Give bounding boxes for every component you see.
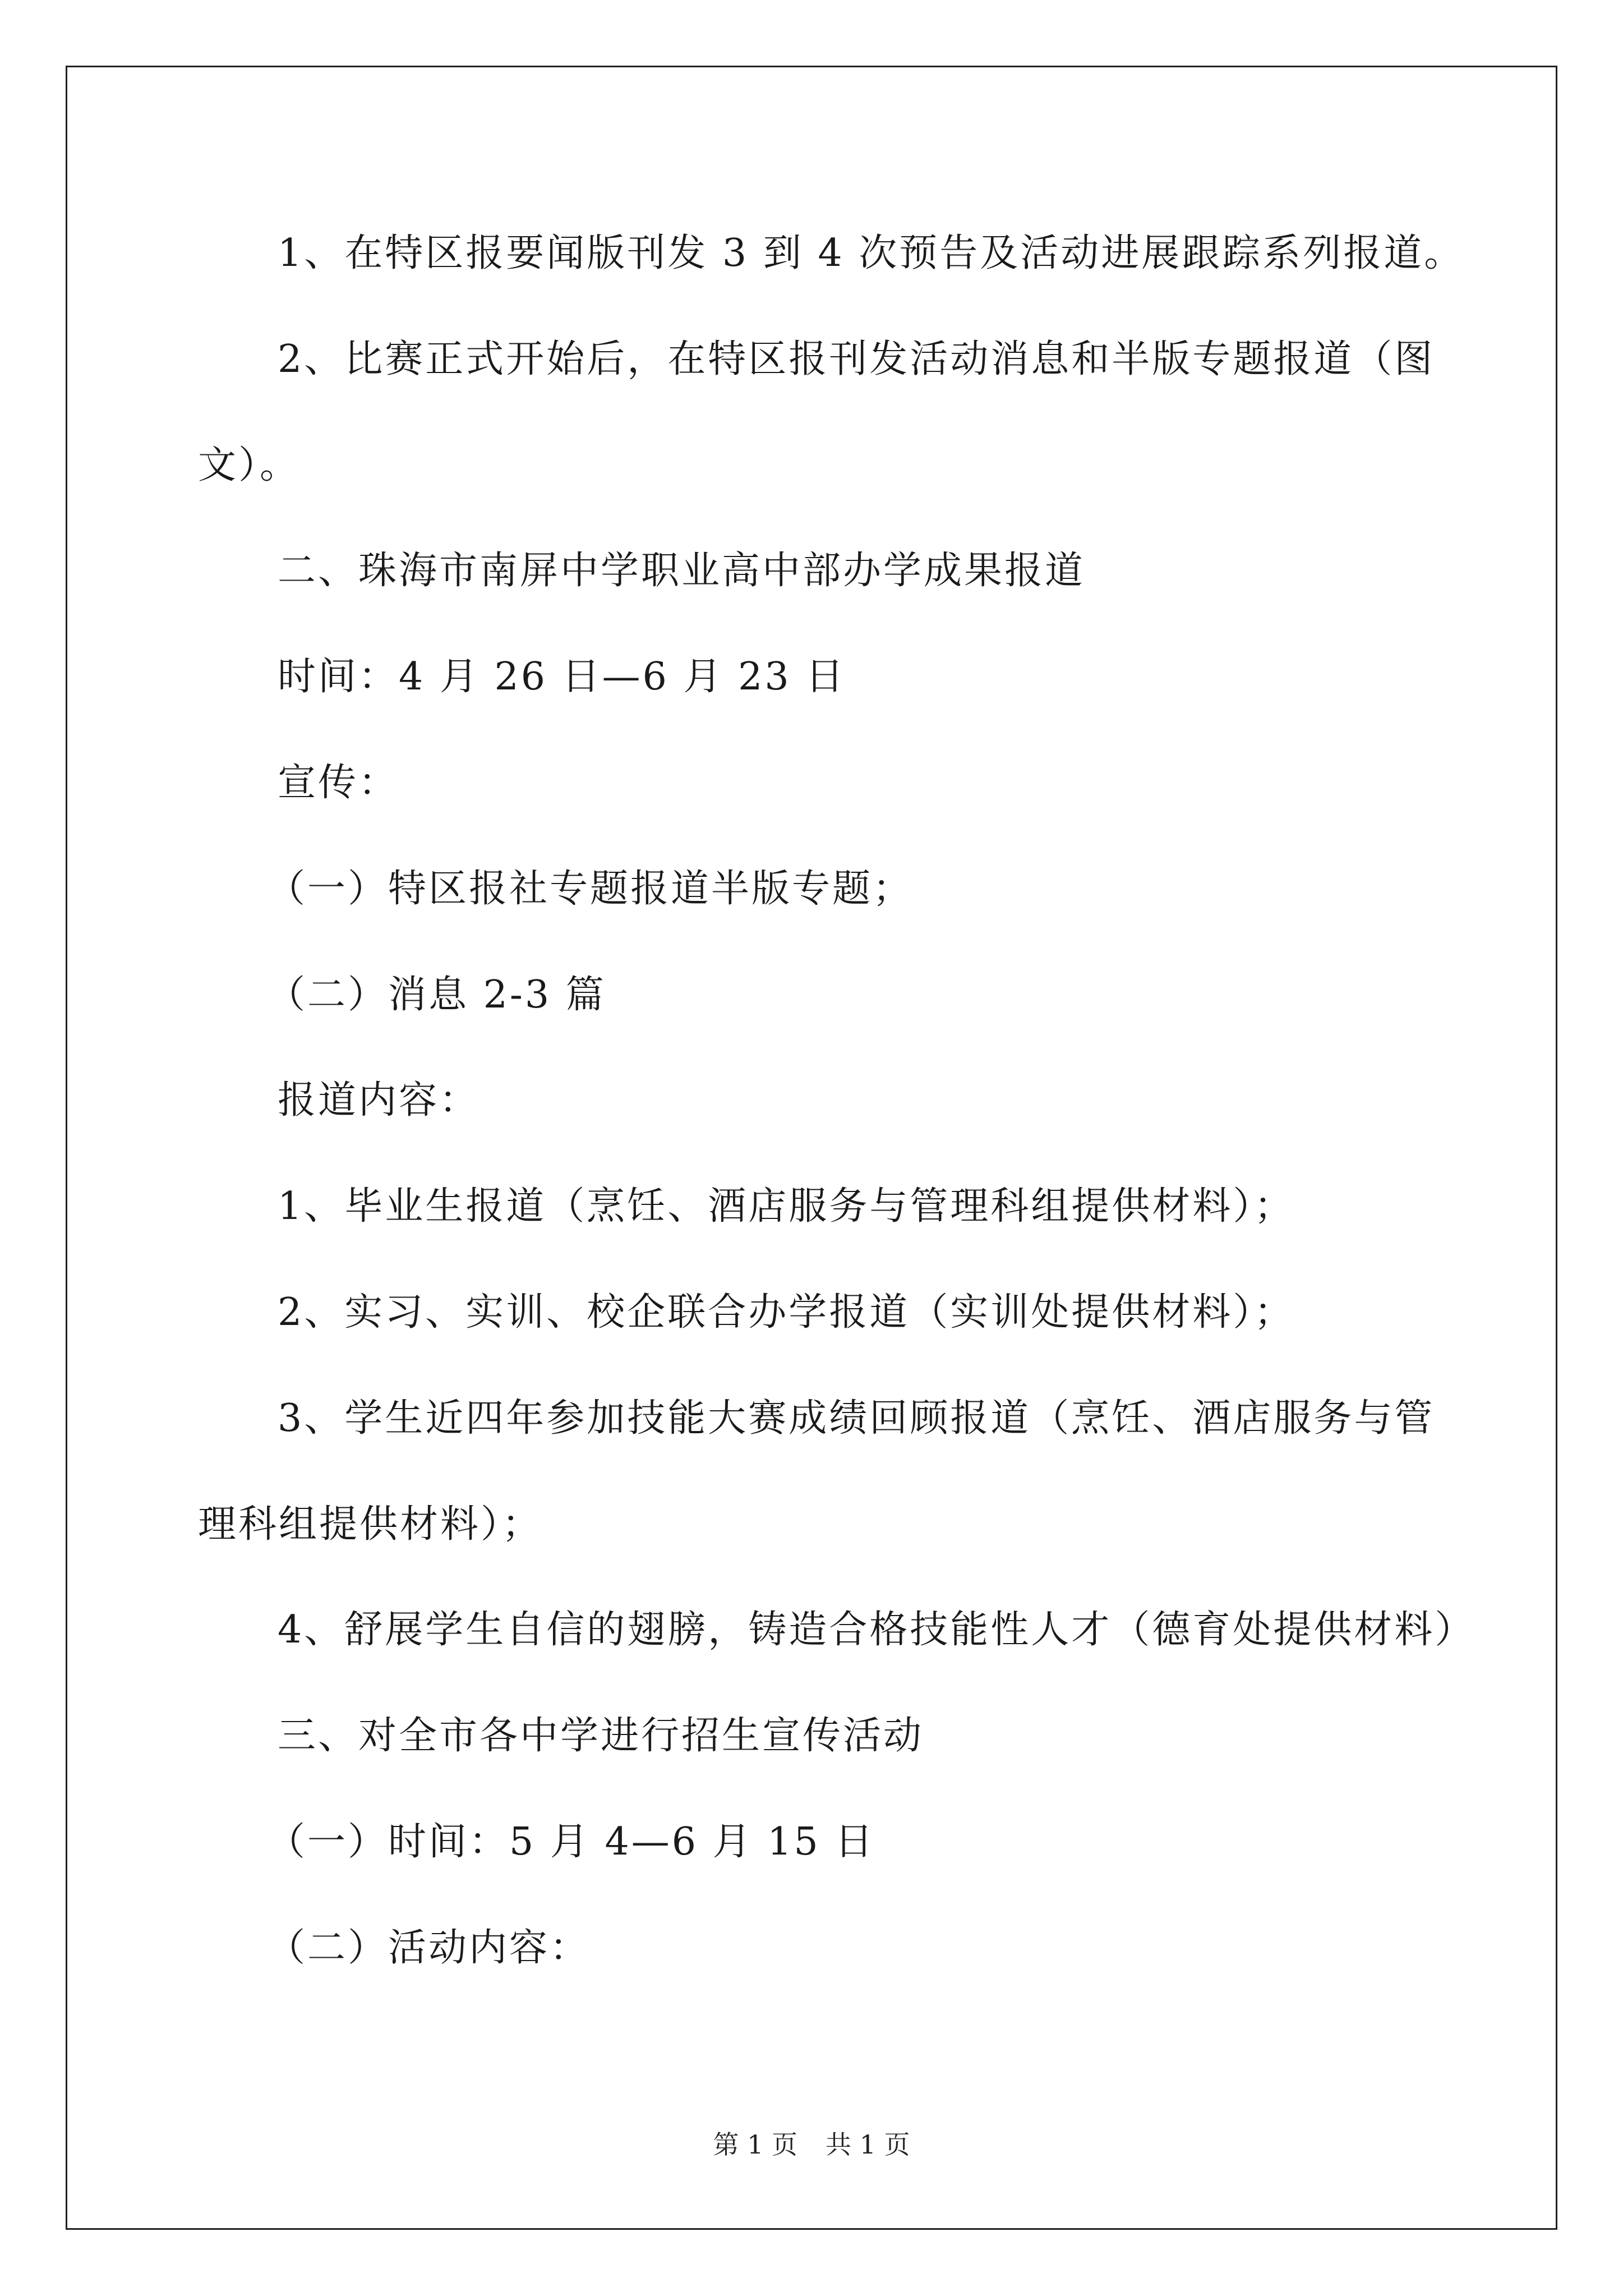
paragraph-continuation: 理科组提供材料）；: [198, 1502, 543, 1547]
paragraph: 1、在特区报要闻版刊发 3 到 4 次预告及活动进展跟踪系列报道。: [278, 231, 1465, 275]
paragraph: 报道内容：: [278, 1078, 480, 1122]
page-footer: [0, 2129, 1623, 2160]
paragraph: 2、实习、实训、校企联合办学报道（实训处提供材料）；: [278, 1290, 1295, 1335]
page-number: 第 1 页: [713, 2129, 797, 2160]
section-heading: 二、珠海市南屏中学职业高中部办学成果报道: [278, 549, 1086, 593]
section-heading: 三、对全市各中学进行招生宣传活动: [278, 1714, 924, 1758]
paragraph: 3、学生近四年参加技能大赛成绩回顾报道（烹饪、酒店服务与管: [278, 1396, 1435, 1441]
paragraph: （一）时间：5 月 4—6 月 15 日: [267, 1820, 875, 1864]
paragraph: 1、毕业生报道（烹饪、酒店服务与管理科组提供材料）；: [278, 1184, 1295, 1228]
page-total: 共 1 页: [826, 2129, 910, 2160]
paragraph: （一）特区报社专题报道半版专题；: [267, 867, 914, 911]
paragraph: （二）消息 2-3 篇: [267, 973, 606, 1017]
paragraph-continuation: 文）。: [198, 443, 301, 487]
paragraph: 时间：4 月 26 日—6 月 23 日: [278, 655, 846, 699]
paragraph: 2、比赛正式开始后，在特区报刊发活动消息和半版专题报道（图: [278, 337, 1435, 381]
paragraph: （二）活动内容：: [267, 1926, 591, 1970]
paragraph: 4、舒展学生自信的翅膀，铸造合格技能性人才（德育处提供材料）: [278, 1608, 1476, 1652]
paragraph: 宣传：: [278, 761, 399, 805]
